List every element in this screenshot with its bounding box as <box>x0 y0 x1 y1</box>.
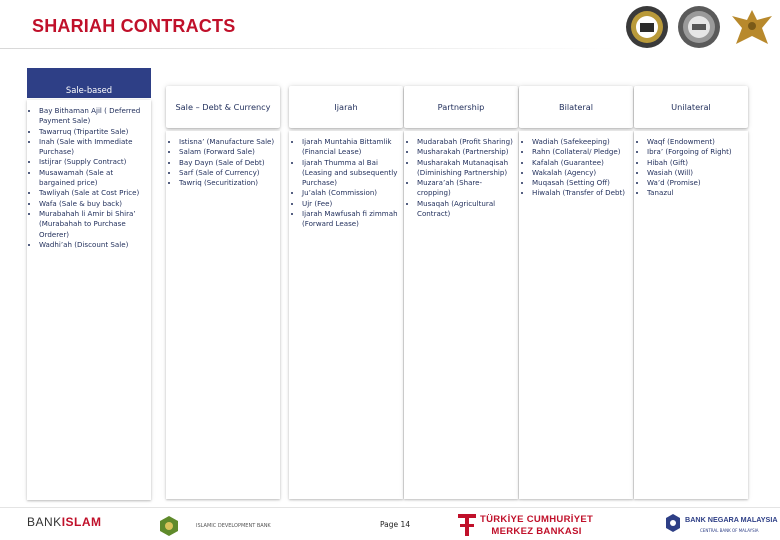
association-seal-icon <box>676 4 722 50</box>
ijarah-header: Ijarah <box>289 86 403 128</box>
bilateral-list-panel <box>519 131 633 499</box>
list-item: • Wasiah (Will) <box>647 168 745 178</box>
tcmb-line2: MERKEZ BANKASI <box>491 526 582 537</box>
bank-islam-prefix: BANK <box>27 515 62 529</box>
page-title: SHARIAH CONTRACTS <box>32 16 236 36</box>
bank-islam-logo <box>27 515 102 529</box>
bnm-logo-icon <box>664 513 682 533</box>
unilateral-column <box>634 78 748 502</box>
list-item: • Wafa (Sale & buy back) <box>39 199 148 209</box>
list-item: • Kafalah (Guarantee) <box>532 158 630 168</box>
debt-currency-column <box>166 78 280 502</box>
unilateral-header: Unilateral <box>634 86 748 128</box>
idb-logo-icon <box>158 514 180 538</box>
list-item: • Wakalah (Agency) <box>532 168 630 178</box>
institute-seal-icon <box>624 4 670 50</box>
list-item: • Tawliyah (Sale at Cost Price) <box>39 188 148 198</box>
eagle-crest-icon <box>728 4 776 52</box>
list-item: • Hiwalah (Transfer of Debt) <box>532 188 630 198</box>
ijarah-list-panel <box>289 131 403 499</box>
list-item: • Wadiah (Safekeeping) <box>532 137 630 147</box>
bnm-subtitle: CENTRAL BANK OF MALAYSIA <box>700 528 759 533</box>
tcmb-line1: TÜRKİYE CUMHURİYET <box>480 514 594 525</box>
list-item: • Bay Dayn (Sale of Debt) <box>179 158 277 168</box>
list-item: • Hibah (Gift) <box>647 158 745 168</box>
list-item: • Tanazul <box>647 188 745 198</box>
debt-currency-list-panel <box>166 131 280 499</box>
list-item: • Tawarruq (Tripartite Sale) <box>39 127 148 137</box>
list-item: • Muzara’ah (Share-cropping) <box>417 178 515 199</box>
partnership-list-panel <box>404 131 518 499</box>
list-item: • Tawriq (Securitization) <box>179 178 277 188</box>
list-item: • Inah (Sale with Immediate Purchase) <box>39 137 148 158</box>
list-item: • Wa’d (Promise) <box>647 178 745 188</box>
list-item: • Muqasah (Setting Off) <box>532 178 630 188</box>
idb-caption: ISLAMIC DEVELOPMENT BANK <box>196 523 271 529</box>
list-item: • Murabahah li Amir bi Shira’ (Murabahah to Purchase Orderer) <box>39 209 148 240</box>
list-item: • Ijarah Muntahia Bittamlik (Financial Lease) <box>302 137 400 158</box>
list-item: • Ju’alah (Commission) <box>302 188 400 198</box>
list-item: • Ijarah Thumma al Bai (Leasing and subsequently Purchase) <box>302 158 400 189</box>
footer-divider <box>0 507 780 508</box>
partnership-header: Partnership <box>404 86 518 128</box>
bilateral-header: Bilateral <box>519 86 633 128</box>
tcmb-name <box>480 514 593 538</box>
list-item: • Musharakah (Partnership) <box>417 147 515 157</box>
sale-based-list-panel <box>27 100 151 500</box>
bilateral-column <box>519 78 633 502</box>
sale-based-column <box>27 68 151 500</box>
list-item: • Istijrar (Supply Contract) <box>39 157 148 167</box>
list-item: • Bay Bithaman Ajil ( Deferred Payment Sale) <box>39 106 148 127</box>
unilateral-list-panel <box>634 131 748 499</box>
debt-currency-header: Sale – Debt & Currency <box>166 86 280 128</box>
list-item: • Wadhi’ah (Discount Sale) <box>39 240 148 250</box>
list-item: • Musharakah Mutanaqisah (Diminishing Partnership) <box>417 158 515 179</box>
list-item: • Ujr (Fee) <box>302 199 400 209</box>
bnm-name: BANK NEGARA MALAYSIA <box>685 515 778 524</box>
tcmb-logo-icon <box>456 512 478 538</box>
title-divider <box>0 48 615 49</box>
list-item: • Mudarabah (Profit Sharing) <box>417 137 515 147</box>
ijarah-column <box>289 78 403 502</box>
list-item: • Sarf (Sale of Currency) <box>179 168 277 178</box>
list-item: • Istisna’ (Manufacture Sale) <box>179 137 277 147</box>
list-item: • Ijarah Mawfusah fi zimmah (Forward Lease) <box>302 209 400 230</box>
list-item: • Rahn (Collateral/ Pledge) <box>532 147 630 157</box>
bank-islam-mark: ISLAM <box>61 515 102 529</box>
list-item: • Musaqah (Agricultural Contract) <box>417 199 515 220</box>
list-item: • Waqf (Endowment) <box>647 137 745 147</box>
list-item: • Musawamah (Sale at bargained price) <box>39 168 148 189</box>
list-item: • Ibra’ (Forgoing of Right) <box>647 147 745 157</box>
partnership-column <box>404 78 518 502</box>
sale-based-banner: Sale-based <box>27 68 151 98</box>
page-number: Page 14 <box>380 520 411 529</box>
list-item: • Salam (Forward Sale) <box>179 147 277 157</box>
